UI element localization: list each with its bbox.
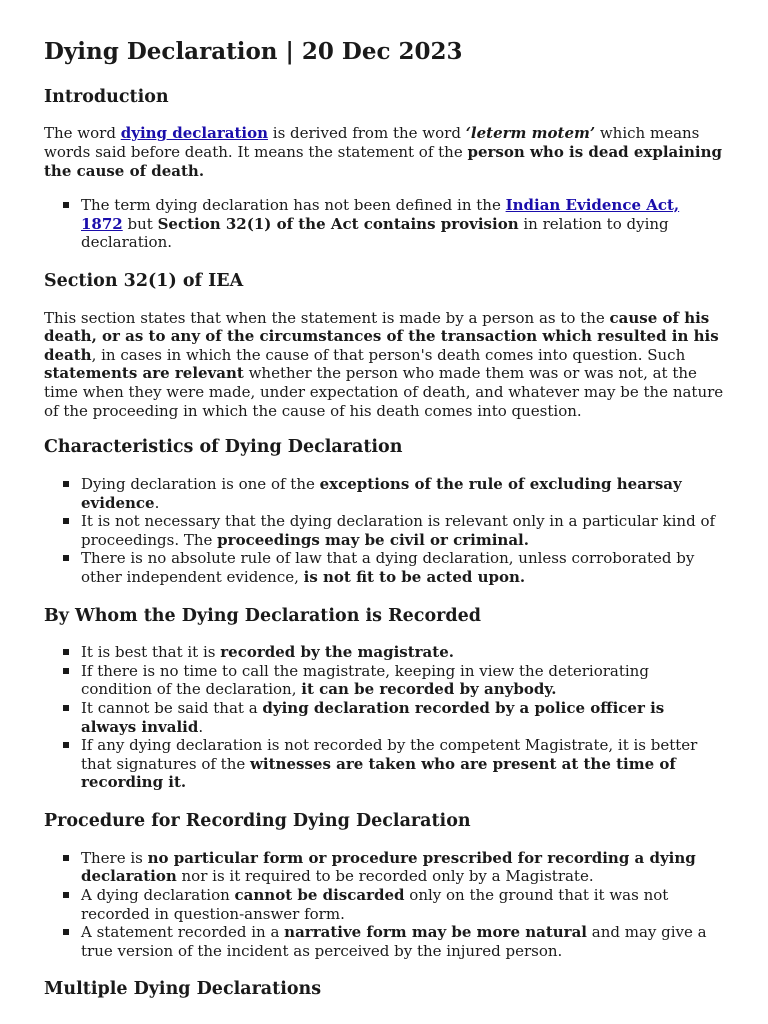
list-item: It is best that it is recorded by the magistrate. xyxy=(81,643,724,662)
by-whom-list xyxy=(44,643,724,792)
link-dying-declaration[interactable]: dying declaration xyxy=(120,124,268,143)
heading-procedure: Procedure for Recording Dying Declaration xyxy=(44,811,471,832)
list-item: The term dying declaration has not been defined in the Indian Evidence Act, 1872 but Section 32(1) of the Act contains provision in relation to dying declaration. xyxy=(81,196,724,252)
list-item: Dying declaration is one of the exceptions of the rule of excluding hearsay evidence. xyxy=(81,475,724,512)
heading-introduction: Introduction xyxy=(44,86,169,107)
heading-characteristics: Characteristics of Dying Declaration xyxy=(44,437,403,458)
list-item: A statement recorded in a narrative form may be more natural and may give a true version of the incident as perceived by the injured person. xyxy=(81,923,724,960)
procedure-list xyxy=(44,849,724,961)
intro-list xyxy=(44,196,724,252)
heading-multiple: Multiple Dying Declarations xyxy=(44,979,322,1000)
list-item: A dying declaration cannot be discarded only on the ground that it was not recorded in question-answer form. xyxy=(81,886,724,923)
intro-paragraph: The word dying declaration is derived from the word ‘leterm motem’ which means words said before death. It means the statement of the person who is dead explaining the cause of death. xyxy=(44,124,722,180)
heading-by-whom: By Whom the Dying Declaration is Recorded xyxy=(44,605,481,626)
page-title: Dying Declaration | 20 Dec 2023 xyxy=(44,38,463,65)
section-32-paragraph: This section states that when the statement is made by a person as to the cause of his death, or as to any of the circumstances of the transaction which resulted in his death, in cases in which the cause of that person's death comes into question. Such statements are relevant whether the person who made them was or was not, at the time when they were made, under expectation of death, and whatever may be the nature of the proceeding in which the cause of his death comes into question. xyxy=(44,308,724,420)
list-item: There is no absolute rule of law that a dying declaration, unless corroborated by other independent evidence, is not fit to be acted upon. xyxy=(81,549,724,586)
heading-section-32: Section 32(1) of IEA xyxy=(44,270,244,291)
list-item: It cannot be said that a dying declaration recorded by a police officer is always invalid. xyxy=(81,699,724,736)
link-indian-evidence-act[interactable]: Indian Evidence Act, 1872 xyxy=(81,196,680,233)
characteristics-list xyxy=(44,475,724,587)
list-item: If any dying declaration is not recorded by the competent Magistrate, it is better that signatures of the witnesses are taken who are present at the time of recording it. xyxy=(81,736,724,792)
list-item: It is not necessary that the dying declaration is relevant only in a particular kind of proceedings. The proceedings may be civil or criminal. xyxy=(81,512,724,549)
list-item: If there is no time to call the magistrate, keeping in view the deteriorating condition of the declaration, it can be recorded by anybody. xyxy=(81,662,724,699)
list-item: There is no particular form or procedure prescribed for recording a dying declaration nor is it required to be recorded only by a Magistrate. xyxy=(81,849,724,886)
